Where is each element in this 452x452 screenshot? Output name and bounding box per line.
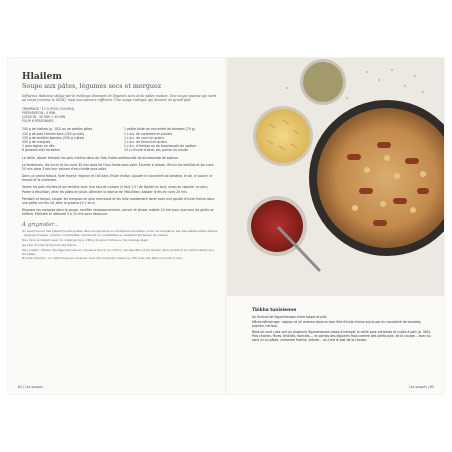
tip-paragraph: D'autre manière : on cette soupe en soulever avec des merguez maison (p. 99) avec des blancs brunes (cuits). <box>22 256 183 261</box>
recipe-steps <box>22 156 218 216</box>
ingredient-item: 1 gros oignon en dés <box>22 143 55 148</box>
tips-body <box>22 230 218 261</box>
ingredients-col-left <box>22 127 116 152</box>
ingredient-item: 300 g de merguez <box>22 139 51 144</box>
footer-left: 64 | Les soupes <box>18 385 43 389</box>
ingredient-item: 1 petite boîte de concentré de tomates (70 g) <box>124 127 195 132</box>
ingredient-item: 120 g de pois chiches secs (250 g cuits) <box>22 131 85 136</box>
step-paragraph: Verser les pois chiches et les lentilles avec leur eau de cuisson (il faut 1,5 l de liquide en tout, sinon en rajouter un peu). Porter à ébullition, jeter les pâtes en pluie. Attendre la reprise de l'ébullition, baisser le feu et cuire 20 min. <box>22 185 209 194</box>
recipe-intro: Influence italienne oblige par le mélange étonnant de légumes secs et de pâtes maison. Une soupe épaisse qui tient au corps (comme le HLM), mais aux saveurs raffinées. Une soupe rustique qui devient un grand plat. <box>22 94 217 103</box>
page-number-left: 64 <box>18 385 23 389</box>
tip-paragraph: Plus rapide : Utiliser des légumes secs en conserve (bocal ou carton), les égoutter et les ajouter dans le faitout en même temps que les pâtes. <box>22 247 214 256</box>
meta-line: CUISSON : 30 MIN + 30 MIN <box>22 115 66 119</box>
ingredient-item: 200 g de hlailem (p. 102) ou de petites pâtes <box>22 127 93 132</box>
info-paragraph: Un festival de légumineuses entre soupe et plat. <box>252 315 328 319</box>
step-paragraph: Le lendemain, les rincer et les cuire 30 min dans de l'eau froide sans saler. Écumer si besoin. Rincer les lentilles et les cuire 20 min dans 3 fois leur volume d'eau froide sans saler. <box>22 163 214 172</box>
left-page <box>22 68 218 386</box>
food-photo-illustration <box>227 58 444 296</box>
ingredient-item: 1 c.à.c. de carvi en grains <box>124 135 164 140</box>
ingredient-item: 1 c.à.s. de coriandre en poudre <box>124 131 173 136</box>
book-spread <box>8 58 444 394</box>
tip-paragraph: On peut trouver des hlailem toutes prêtes dans les épiceries ou boutiques orientales, sinon les remplacer par des petites pâtes sèches : langues d'oiseau, plombs, coquillettes, macaronis ou coquillettes en adaptant les temps de cuisson. <box>22 229 218 237</box>
info-paragraph: Même démarrage : oignon et ail revenus dans un bon filet d'huile d'olive suivis par du concentré de tomates, paprika, harissa. <box>252 320 422 329</box>
tip-paragraph: Pour faire le hlailem avec du mélange de p. 200 g de pois chiches ou de mélange légal : <box>22 237 150 242</box>
raw-pasta <box>256 109 310 163</box>
ingredients <box>22 127 218 152</box>
info-paragraph: Base où sont cuits une ou plusieurs légumineuses mises à tremper la veille pour certaines et cuites à part (p. 360). Pois chiches, fèves, lentilles, haricots..., et parfois des légumes frais comme des petits pois, de la courge... avec ou sans riz ou pâtes, coriandre fraîche, viande... ou c'est le plat de la chorba. <box>252 329 431 343</box>
meta-line: POUR 6 PERSONNES <box>22 119 54 124</box>
info-title: Tbikha tunisienne <box>252 308 297 313</box>
tips-heading: À grignoter... <box>22 222 59 228</box>
ingredient-item: 6 gousses d'ail écrasées <box>22 147 60 152</box>
step-paragraph: La veille, laisser tremper les pois chiches dans de l'eau froide additionnée de bicarbonate de sodium. <box>22 155 180 160</box>
ingredients-col-right <box>124 127 218 152</box>
ingredient-item: 1 c.à.c. de fenouil en grains <box>124 139 167 144</box>
ingredient-item: 120 g de lentilles blondes (250 g cuites) <box>22 135 85 140</box>
ingredient-item: 1 c.à.c. d'harissa ou de bicarbonate de sodium <box>124 143 197 148</box>
recipe-photo <box>227 58 444 296</box>
footer-right: Les soupes | 65 <box>409 385 434 389</box>
spice-mix <box>303 62 343 102</box>
recipe-title: Hlailem <box>22 72 62 82</box>
page-number-right: 65 <box>429 385 434 389</box>
step-paragraph: Dans un grand faitout, faire revenir l'oignon et l'ail dans l'huile d'olive. Ajouter le concentré de tomates, le sel, le poivre, le fenouil et la coriandre. <box>22 174 213 183</box>
tip-paragraph: les pois chiches et les haricots blancs. <box>22 242 78 247</box>
meta-line: TREMPAGE : 12 H (POIS CHICHES) <box>22 106 75 111</box>
running-head-left: Les soupes <box>25 385 43 389</box>
recipe-meta <box>22 107 218 124</box>
step-paragraph: Pendant ce temps, couper les merguez en gros morceaux et les faire rapidement dorer avec une goutte d'huile d'olive dans une poêle sur feu vif. Jeter la graisse s'il y en a. <box>22 196 215 205</box>
running-head-right: Les soupes <box>409 385 427 389</box>
info-box <box>252 308 434 343</box>
ingredient-item: 15 cl d'huile d'olive, sel, poivre du moulin <box>124 147 189 152</box>
recipe-subtitle: Soupe aux pâtes, légumes secs et merguez <box>22 82 162 90</box>
step-paragraph: Disposer les merguez dans la soupe, rectifier l'assaisonnement, couvrir et laisser mijoter 10 min pour que tous les goûts se mêlent. Éteindre et attendre 5 à 10 min sans découvrir. <box>22 207 214 216</box>
info-body <box>252 315 434 342</box>
meta-line: PRÉPARATION : 5 MIN <box>22 110 56 115</box>
